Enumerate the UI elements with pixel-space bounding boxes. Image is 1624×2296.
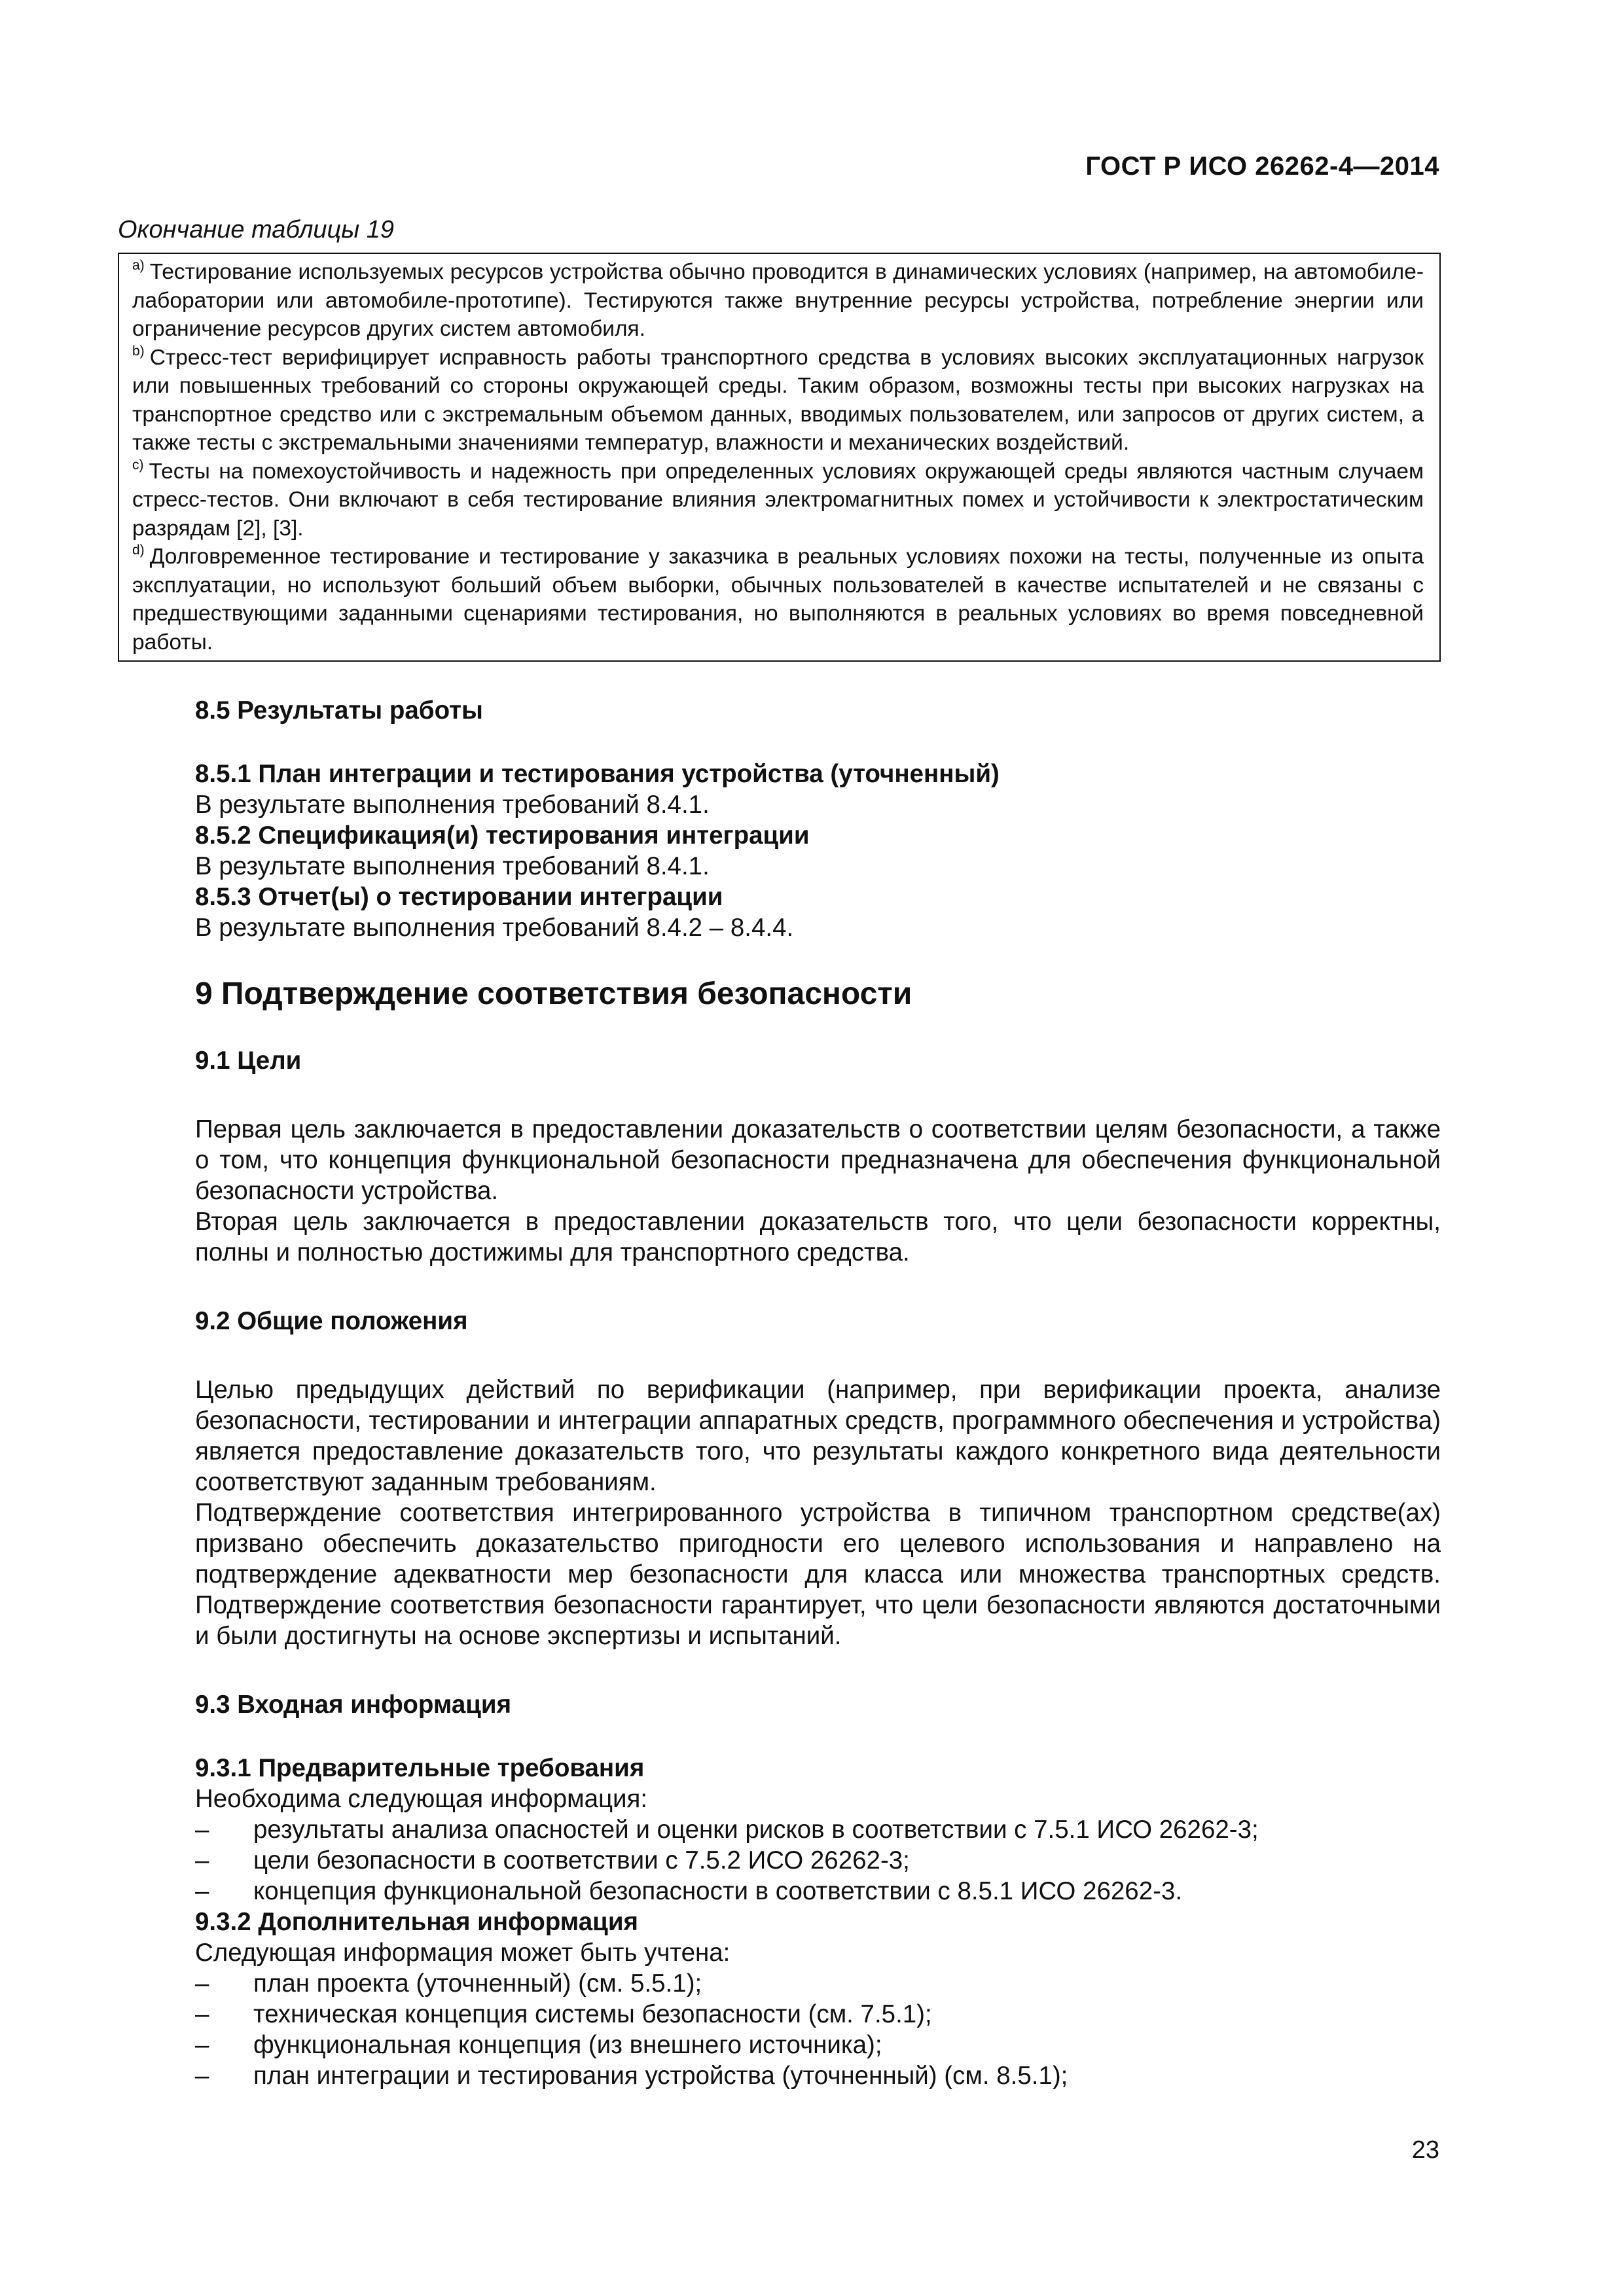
table-note-b	[132, 344, 1424, 457]
list-item: – техническая концепция системы безопасности (см. 7.5.1);	[195, 2000, 932, 2028]
table-note-a	[132, 258, 1424, 344]
dash-bullet: –	[195, 1846, 209, 1874]
section-8-5-3-heading: 8.5.3 Отчет(ы) о тестировании интеграции	[195, 883, 723, 911]
note-text: Тестирование используемых ресурсов устройства обычно проводится в динамических условиях (например, на автомобиле-лаборатории или автомобиле-прототипе). Тестируются также внутренние ресурсы устройства, потребление энергии или ограничение ресурсов других систем автомобиля.	[132, 260, 1424, 341]
dash-bullet: –	[195, 1969, 209, 1998]
note-marker: b)	[132, 343, 145, 359]
section-9-3-2-heading: 9.3.2 Дополнительная информация	[195, 1908, 638, 1936]
note-marker: c)	[132, 457, 144, 473]
note-text: Стресс-тест верифицирует исправность работы транспортного средства в условиях высоких эксплуатационных нагрузок или повышенных требований со стороны окружающей среды. Таким образом, возможны тесты при высоких нагрузках на транспортное средство или с экстремальным объемом данных, вводимых пользователем, или запросов от других систем, а также тесты с экстремальными значениями температур, влажности и механических воздействий.	[132, 345, 1424, 455]
dash-bullet: –	[195, 2031, 209, 2059]
section-8-5-2-text: В результате выполнения требований 8.4.1.	[195, 852, 710, 880]
document-code: ГОСТ Р ИСО 26262-4—2014	[1085, 152, 1439, 181]
note-text: Долговременное тестирование и тестирование у заказчика в реальных условиях похожи на тесты, полученные из опыта эксплуатации, но используют больший объем выборки, обычных пользователей в качестве испытателей и не связаны с предшествующими заданными сценариями тестирования, но выполняются в реальных условиях во время повседневной работы.	[132, 545, 1424, 655]
section-9-2-heading: 9.2 Общие положения	[195, 1307, 468, 1335]
note-text: Тесты на помехоустойчивость и надежность при определенных условиях окружающей среды являются частным случаем стресс-тестов. Они включают в себя тестирование влияния электромагнитных помех и устойчивости к электростатическим разрядам [2], [3].	[132, 459, 1424, 541]
list-item: – план интеграции и тестирования устройства (уточненный) (см. 8.5.1);	[195, 2062, 1068, 2090]
main-content	[118, 695, 1441, 2091]
list-item: – план проекта (уточненный) (см. 5.5.1);	[195, 1969, 702, 1998]
list-item: – результаты анализа опасностей и оценки рисков в соответствии с 7.5.1 ИСО 26262-3;	[195, 1816, 1259, 1844]
section-8-5-2-heading: 8.5.2 Спецификация(и) тестирования интеграции	[195, 821, 810, 850]
section-9-3-2-list	[118, 1968, 1441, 2091]
section-9-1-paragraph-1: Первая цель заключается в предоставлении доказательств о соответствии целям безопасности, а также о том, что концепция функциональной безопасности предназначена для обеспечения функциональной безопасности устройства.	[195, 1115, 1441, 1205]
dash-bullet: –	[195, 2062, 209, 2090]
list-item: – функциональная концепция (из внешнего источника);	[195, 2031, 882, 2059]
dash-bullet: –	[195, 1877, 209, 1905]
list-item: – концепция функциональной безопасности в соответствии с 8.5.1 ИСО 26262-3.	[195, 1877, 1183, 1905]
section-9-3-2-intro: Следующая информация может быть учтена:	[195, 1939, 731, 1967]
table-note-c	[132, 457, 1424, 543]
section-9-3-heading: 9.3 Входная информация	[195, 1691, 512, 1719]
section-9-3-1-list	[118, 1814, 1441, 1907]
section-9-2-paragraph-2: Подтверждение соответствия интегрированного устройства в типичном транспортном средстве(ах) призвано обеспечить доказательство пригодности его целевого использования и направлено на подтверждение адекватности мер безопасности для класса или множества транспортных средств. Подтверждение соответствия безопасности гарантирует, что цели безопасности являются достаточными и были достигнуты на основе экспертизы и испытаний.	[195, 1499, 1441, 1650]
section-9-3-1-heading: 9.3.1 Предварительные требования	[195, 1754, 645, 1782]
note-marker: a)	[132, 258, 145, 273]
section-8-5-1-text: В результате выполнения требований 8.4.1.	[195, 791, 710, 819]
section-9-2-paragraph-1: Целью предыдущих действий по верификации (например, при верификации проекта, анализе безопасности, тестировании и интеграции аппаратных средств, программного обеспечения и устройства) является предоставление доказательств того, что результаты каждого конкретного вида деятельности соответствуют заданным требованиям.	[195, 1376, 1441, 1496]
list-item: – цели безопасности в соответствии с 7.5.2 ИСО 26262-3;	[195, 1846, 910, 1874]
section-9-3-1-intro: Необходима следующая информация:	[195, 1785, 648, 1813]
table-caption: Окончание таблицы 19	[118, 216, 395, 243]
table-notes-box	[118, 253, 1441, 662]
note-marker: d)	[132, 543, 145, 558]
page-number: 23	[1411, 2136, 1439, 2164]
section-8-5-heading: 8.5 Результаты работы	[195, 696, 483, 725]
table-note-d	[132, 543, 1424, 656]
section-9-heading: 9 Подтверждение соответствия безопасности	[195, 977, 912, 1011]
section-8-5-1-heading: 8.5.1 План интеграции и тестирования устройства (уточненный)	[195, 760, 1000, 788]
dash-bullet: –	[195, 1816, 209, 1844]
section-9-1-paragraph-2: Вторая цель заключается в предоставлении доказательств того, что цели безопасности корректны, полны и полностью достижимы для транспортного средства.	[195, 1208, 1441, 1266]
dash-bullet: –	[195, 2000, 209, 2028]
section-8-5-3-text: В результате выполнения требований 8.4.2 – 8.4.4.	[195, 914, 794, 942]
section-9-1-heading: 9.1 Цели	[195, 1047, 302, 1075]
